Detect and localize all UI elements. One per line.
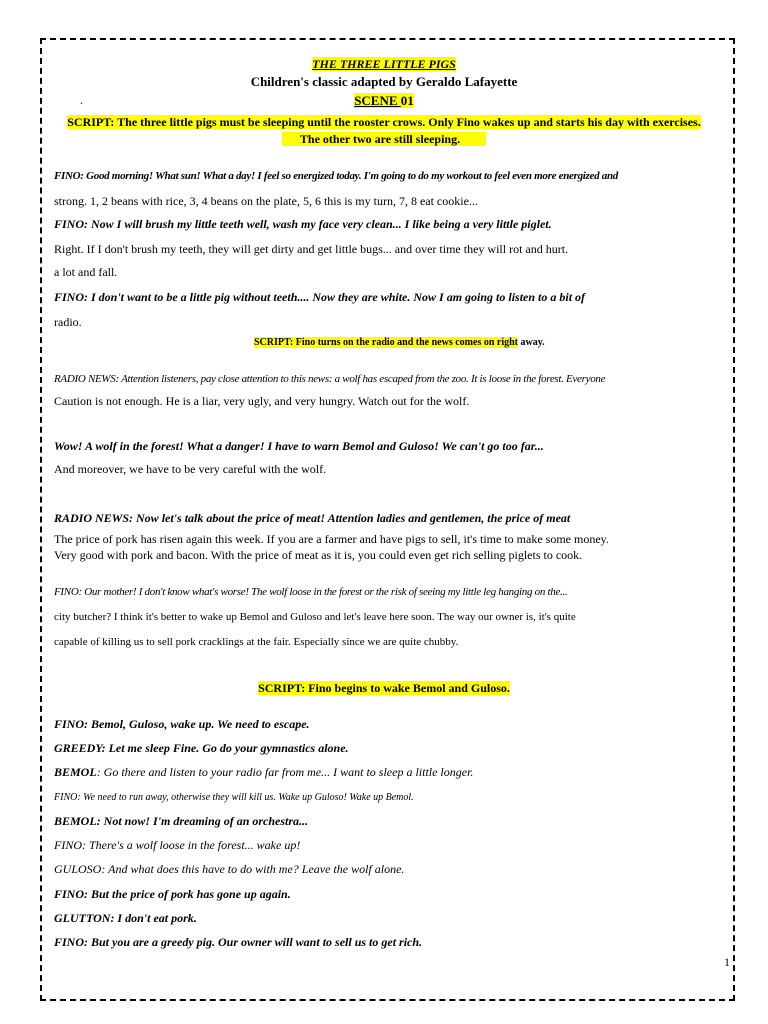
script-3-text: SCRIPT: Fino begins to wake Bemol and Guloso. — [258, 681, 510, 695]
script-1-text-2: The other two are still sleeping. — [282, 132, 486, 146]
scene-heading — [0, 94, 768, 109]
title-row — [0, 58, 768, 72]
subtitle: Children's classic adapted by Geraldo Lafayette — [250, 74, 518, 89]
dialogue-line: GREEDY: Let me sleep Fine. Go do your gymnastics alone. — [54, 741, 349, 755]
radio-news-line: RADIO NEWS: Attention listeners, pay close attention to this news: a wolf has escaped from the zoo. It is loose in the forest. Everyone — [54, 373, 606, 385]
dialogue-line: Caution is not enough. He is a liar, very ugly, and very hungry. Watch out for the wolf. — [54, 394, 470, 408]
dialogue-line: strong. 1, 2 beans with rice, 3, 4 beans on the plate, 5, 6 this is my turn, 7, 8 eat cookie... — [54, 194, 478, 208]
script-3 — [0, 682, 768, 696]
document-title: THE THREE LITTLE PIGS — [312, 57, 456, 71]
dialogue-line: Right. If I don't brush my teeth, they will get dirty and get little bugs... and over time they will rot and hurt. — [54, 242, 569, 256]
radio-news-line: RADIO NEWS: Now let's talk about the price of meat! Attention ladies and gentlemen, the price of meat — [54, 511, 571, 525]
dialogue-line: FINO: We need to run away, otherwise they will kill us. Wake up Guloso! Wake up Bemol. — [54, 792, 414, 803]
dialogue-line: GLUTTON: I don't eat pork. — [54, 911, 197, 925]
dialogue-line: capable of killing us to sell pork cracklings at the fair. Especially since we are quite chubby. — [54, 636, 459, 648]
bullet-mark: . — [80, 93, 83, 107]
dialogue-line: And moreover, we have to be very careful with the wolf. — [54, 462, 327, 476]
dialogue-line: FINO: But you are a greedy pig. Our owner will want to sell us to get rich. — [54, 935, 423, 949]
scene-number: 01 — [400, 93, 414, 108]
dialogue-line: Wow! A wolf in the forest! What a danger! I have to warn Bemol and Guloso! We can't go too far... — [54, 439, 544, 453]
dialogue-line: FINO: Now I will brush my little teeth well, wash my face very clean... I like being a very little piglet. — [54, 217, 552, 231]
dialogue-text: : Go there and listen to your radio far from me... I want to sleep a little longer. — [96, 765, 474, 779]
dialogue-line: FINO: There's a wolf loose in the forest... wake up! — [54, 838, 301, 852]
script-2 — [254, 337, 545, 349]
dialogue-line: The price of pork has risen again this week. If you are a farmer and have pigs to sell, it's time to make some money. — [54, 532, 609, 546]
script-1-text-1: SCRIPT: The three little pigs must be sleeping until the rooster crows. Only Fino wakes up and starts his day with exercises. — [67, 115, 701, 129]
dialogue-line: city butcher? I think it's better to wake up Bemol and Guloso and let's leave here soon. The way our owner is, it's quite — [54, 611, 576, 623]
dialogue-line: radio. — [54, 315, 82, 329]
speaker-name: BEMOL — [54, 765, 97, 779]
dialogue-line: Very good with pork and bacon. With the price of meat as it is, you could even get rich selling piglets to cook. — [54, 548, 583, 562]
dialogue-line: FINO: Bemol, Guloso, wake up. We need to escape. — [54, 717, 310, 731]
script-2-tail: away. — [518, 337, 545, 348]
dialogue-line — [54, 766, 473, 780]
dialogue-line: GULOSO: And what does this have to do with me? Leave the wolf alone. — [54, 862, 405, 876]
dialogue-line: FINO: I don't want to be a little pig without teeth.... Now they are white. Now I am going to listen to a bit of — [54, 290, 586, 304]
dialogue-line: a lot and fall. — [54, 265, 118, 279]
script-2-highlight: SCRIPT: Fino turns on the radio and the news comes on right — [254, 337, 518, 348]
dialogue-line: FINO: But the price of pork has gone up again. — [54, 887, 291, 901]
scene-label: SCENE — [354, 93, 401, 108]
script-1-line-1 — [0, 116, 768, 130]
dialogue-line: BEMOL: Not now! I'm dreaming of an orchestra... — [54, 814, 309, 828]
dialogue-line: FINO: Our mother! I don't know what's worse! The wolf loose in the forest or the risk of seeing my little leg hanging on the... — [54, 586, 568, 598]
page-number: 1 — [724, 955, 730, 969]
script-1-line-2 — [0, 133, 768, 147]
dialogue-line: FINO: Good morning! What sun! What a day! I feel so energized today. I'm going to do my workout to feel even more energized and — [54, 170, 618, 182]
